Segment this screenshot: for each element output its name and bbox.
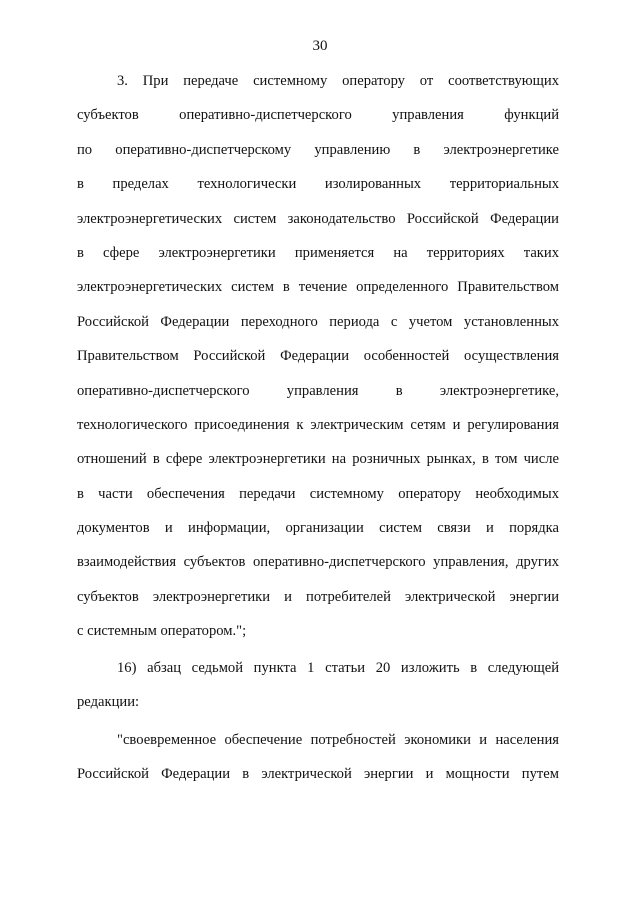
text-line: субъектов оперативно-диспетчерского управления функций [77, 107, 559, 124]
text-line: в части обеспечения передачи системному оператору необходимых [77, 485, 559, 502]
text-line: в пределах технологически изолированных территориальных [77, 176, 559, 193]
text-line: Российской Федерации в электрической энергии и мощности путем [77, 766, 559, 783]
paragraph-item-16 [77, 651, 559, 720]
text-line: по оперативно-диспетчерскому управлению в электроэнергетике [77, 141, 559, 158]
text-line: Правительством Российской Федерации особенностей осуществления [77, 348, 559, 365]
text-line: с системным оператором."; [77, 623, 247, 640]
text-line: электроэнергетических систем в течение определенного Правительством [77, 279, 559, 296]
text-line: отношений в сфере электроэнергетики на розничных рынках, в том числе [77, 451, 559, 468]
text-line: в сфере электроэнергетики применяется на территориях таких [77, 244, 559, 261]
text-line: 3. При передаче системному оператору от соответствующих [117, 73, 559, 89]
text-line: взаимодействия субъектов оперативно-диспетчерского управления, других [77, 554, 559, 571]
text-line: "своевременное обеспечение потребностей экономики и населения [117, 732, 559, 748]
text-line: 16) абзац седьмой пункта 1 статьи 20 изложить в следующей [117, 660, 559, 676]
paragraph-item-3 [77, 64, 559, 649]
text-line: документов и информации, организации систем связи и порядка [77, 520, 559, 537]
text-line: электроэнергетических систем законодательство Российской Федерации [77, 210, 559, 227]
page-number: 30 [312, 38, 328, 54]
text-line: редакции: [77, 694, 140, 711]
text-line: технологического присоединения к электрическим сетям и регулирования [77, 416, 559, 433]
text-line: субъектов электроэнергетики и потребителей электрической энергии [77, 588, 559, 605]
text-line: оперативно-диспетчерского управления в электроэнергетике, [77, 382, 559, 399]
paragraph-quote [77, 723, 559, 792]
text-line: Российской Федерации переходного периода с учетом установленных [77, 313, 559, 330]
